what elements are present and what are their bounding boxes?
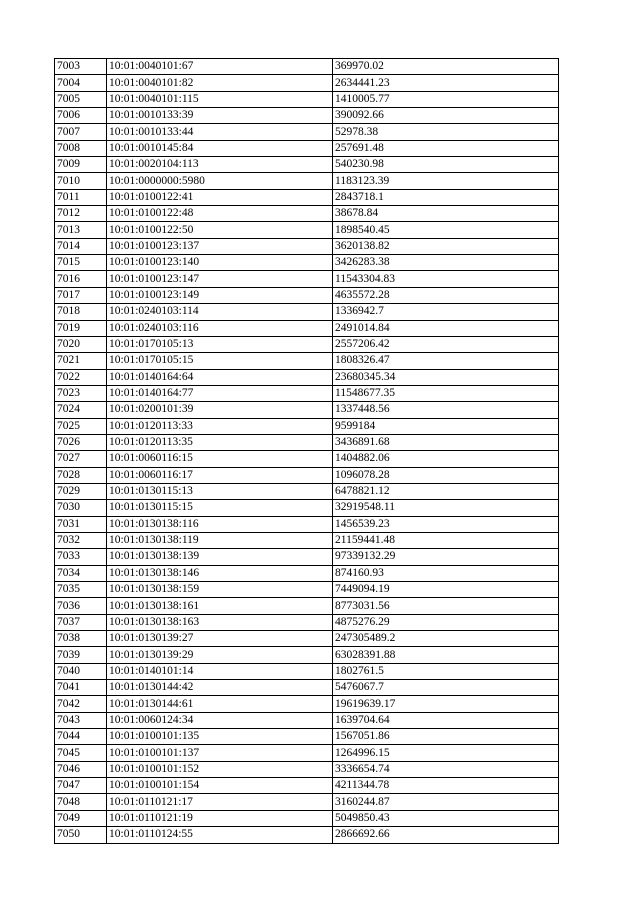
cadastral-number-cell: 10:01:0130138:161: [107, 598, 333, 614]
value-cell: 38678.84: [333, 206, 559, 222]
value-cell: 5476067.7: [333, 680, 559, 696]
value-cell: 2866692.66: [333, 827, 559, 843]
table-row: [55, 614, 559, 630]
value-cell: 8773031.56: [333, 598, 559, 614]
value-cell: 874160.93: [333, 565, 559, 581]
cadastral-number-cell: 10:01:0110121:17: [107, 794, 333, 810]
cadastral-number-cell: 10:01:0140101:14: [107, 663, 333, 679]
cadastral-number-cell: 10:01:0240103:114: [107, 304, 333, 320]
value-cell: 247305489.2: [333, 631, 559, 647]
cadastral-number-cell: 10:01:0130115:13: [107, 483, 333, 499]
cadastral-number-cell: 10:01:0100123:147: [107, 271, 333, 287]
value-cell: 1337448.56: [333, 402, 559, 418]
value-cell: 7449094.19: [333, 582, 559, 598]
table-body: [55, 59, 559, 844]
value-cell: 3160244.87: [333, 794, 559, 810]
cadastral-number-cell: 10:01:0170105:13: [107, 336, 333, 352]
row-number-cell: 7015: [55, 255, 107, 271]
row-number-cell: 7040: [55, 663, 107, 679]
table-row: [55, 108, 559, 124]
table-row: [55, 451, 559, 467]
row-number-cell: 7007: [55, 124, 107, 140]
value-cell: 6478821.12: [333, 483, 559, 499]
table-row: [55, 745, 559, 761]
value-cell: 3336654.74: [333, 761, 559, 777]
value-cell: 1404882.06: [333, 451, 559, 467]
table-row: [55, 157, 559, 173]
table-row: [55, 124, 559, 140]
table-row: [55, 238, 559, 254]
row-number-cell: 7045: [55, 745, 107, 761]
table-row: [55, 712, 559, 728]
table-row: [55, 222, 559, 238]
cadastral-number-cell: 10:01:0130138:159: [107, 582, 333, 598]
table-row: [55, 434, 559, 450]
value-cell: 11543304.83: [333, 271, 559, 287]
row-number-cell: 7011: [55, 189, 107, 205]
table-row: [55, 206, 559, 222]
cadastral-number-cell: 10:01:0100122:50: [107, 222, 333, 238]
row-number-cell: 7018: [55, 304, 107, 320]
value-cell: 1802761.5: [333, 663, 559, 679]
table-row: [55, 729, 559, 745]
row-number-cell: 7006: [55, 108, 107, 124]
row-number-cell: 7034: [55, 565, 107, 581]
cadastral-number-cell: 10:01:0010133:39: [107, 108, 333, 124]
row-number-cell: 7041: [55, 680, 107, 696]
table-row: [55, 336, 559, 352]
cadastral-number-cell: 10:01:0130144:42: [107, 680, 333, 696]
value-cell: 9599184: [333, 418, 559, 434]
cadastral-number-cell: 10:01:0130138:116: [107, 516, 333, 532]
cadastral-number-cell: 10:01:0120113:33: [107, 418, 333, 434]
value-cell: 2491014.84: [333, 320, 559, 336]
value-cell: 1808326.47: [333, 353, 559, 369]
table-row: [55, 663, 559, 679]
table-row: [55, 418, 559, 434]
row-number-cell: 7037: [55, 614, 107, 630]
table-row: [55, 91, 559, 107]
value-cell: 52978.38: [333, 124, 559, 140]
cadastral-number-cell: 10:01:0130115:15: [107, 500, 333, 516]
row-number-cell: 7008: [55, 140, 107, 156]
table-row: [55, 140, 559, 156]
table-row: [55, 761, 559, 777]
table-row: [55, 320, 559, 336]
value-cell: 1898540.45: [333, 222, 559, 238]
row-number-cell: 7016: [55, 271, 107, 287]
cadastral-number-cell: 10:01:0100123:149: [107, 287, 333, 303]
cadastral-number-cell: 10:01:0100122:41: [107, 189, 333, 205]
cadastral-number-cell: 10:01:0120113:35: [107, 434, 333, 450]
row-number-cell: 7044: [55, 729, 107, 745]
cadastral-number-cell: 10:01:0100123:137: [107, 238, 333, 254]
value-cell: 4875276.29: [333, 614, 559, 630]
row-number-cell: 7032: [55, 532, 107, 548]
row-number-cell: 7028: [55, 467, 107, 483]
row-number-cell: 7003: [55, 59, 107, 75]
table-row: [55, 271, 559, 287]
row-number-cell: 7046: [55, 761, 107, 777]
row-number-cell: 7024: [55, 402, 107, 418]
row-number-cell: 7013: [55, 222, 107, 238]
row-number-cell: 7012: [55, 206, 107, 222]
row-number-cell: 7035: [55, 582, 107, 598]
table-row: [55, 369, 559, 385]
value-cell: 32919548.11: [333, 500, 559, 516]
value-cell: 1639704.64: [333, 712, 559, 728]
table-row: [55, 778, 559, 794]
table-row: [55, 516, 559, 532]
value-cell: 1096078.28: [333, 467, 559, 483]
cadastral-number-cell: 10:01:0040101:115: [107, 91, 333, 107]
table-row: [55, 59, 559, 75]
row-number-cell: 7050: [55, 827, 107, 843]
row-number-cell: 7026: [55, 434, 107, 450]
value-cell: 1336942.7: [333, 304, 559, 320]
row-number-cell: 7039: [55, 647, 107, 663]
row-number-cell: 7031: [55, 516, 107, 532]
table-row: [55, 810, 559, 826]
value-cell: 21159441.48: [333, 532, 559, 548]
cadastral-number-cell: 10:01:0000000:5980: [107, 173, 333, 189]
row-number-cell: 7043: [55, 712, 107, 728]
value-cell: 3426283.38: [333, 255, 559, 271]
row-number-cell: 7047: [55, 778, 107, 794]
row-number-cell: 7038: [55, 631, 107, 647]
cadastral-number-cell: 10:01:0110124:55: [107, 827, 333, 843]
row-number-cell: 7020: [55, 336, 107, 352]
table-row: [55, 483, 559, 499]
cadastral-number-cell: 10:01:0060116:17: [107, 467, 333, 483]
row-number-cell: 7030: [55, 500, 107, 516]
cadastral-number-cell: 10:01:0110121:19: [107, 810, 333, 826]
value-cell: 1183123.39: [333, 173, 559, 189]
table-row: [55, 696, 559, 712]
cadastral-number-cell: 10:01:0060124:34: [107, 712, 333, 728]
value-cell: 4211344.78: [333, 778, 559, 794]
value-cell: 1410005.77: [333, 91, 559, 107]
cadastral-number-cell: 10:01:0010133:44: [107, 124, 333, 140]
table-row: [55, 631, 559, 647]
cadastral-number-cell: 10:01:0040101:82: [107, 75, 333, 91]
value-cell: 369970.02: [333, 59, 559, 75]
value-cell: 5049850.43: [333, 810, 559, 826]
value-cell: 97339132.29: [333, 549, 559, 565]
row-number-cell: 7049: [55, 810, 107, 826]
value-cell: 3436891.68: [333, 434, 559, 450]
row-number-cell: 7004: [55, 75, 107, 91]
value-cell: 4635572.28: [333, 287, 559, 303]
value-cell: 1264996.15: [333, 745, 559, 761]
row-number-cell: 7048: [55, 794, 107, 810]
table-row: [55, 353, 559, 369]
cadastral-number-cell: 10:01:0020104:113: [107, 157, 333, 173]
value-cell: 23680345.34: [333, 369, 559, 385]
value-cell: 19619639.17: [333, 696, 559, 712]
row-number-cell: 7017: [55, 287, 107, 303]
row-number-cell: 7021: [55, 353, 107, 369]
value-cell: 257691.48: [333, 140, 559, 156]
row-number-cell: 7009: [55, 157, 107, 173]
cadastral-number-cell: 10:01:0140164:64: [107, 369, 333, 385]
table-row: [55, 582, 559, 598]
cadastral-number-cell: 10:01:0130138:163: [107, 614, 333, 630]
table-row: [55, 598, 559, 614]
table-row: [55, 189, 559, 205]
cadastral-number-cell: 10:01:0130144:61: [107, 696, 333, 712]
cadastral-number-cell: 10:01:0100101:152: [107, 761, 333, 777]
value-cell: 3620138.82: [333, 238, 559, 254]
value-cell: 1567051.86: [333, 729, 559, 745]
value-cell: 63028391.88: [333, 647, 559, 663]
table-row: [55, 255, 559, 271]
table-row: [55, 173, 559, 189]
table-row: [55, 467, 559, 483]
table-row: [55, 402, 559, 418]
row-number-cell: 7036: [55, 598, 107, 614]
table-row: [55, 287, 559, 303]
cadastral-number-cell: 10:01:0240103:116: [107, 320, 333, 336]
cadastral-number-cell: 10:01:0130138:146: [107, 565, 333, 581]
cadastral-number-cell: 10:01:0100101:137: [107, 745, 333, 761]
value-cell: 390092.66: [333, 108, 559, 124]
cadastral-number-cell: 10:01:0130138:119: [107, 532, 333, 548]
row-number-cell: 7014: [55, 238, 107, 254]
value-cell: 11548677.35: [333, 385, 559, 401]
cadastral-number-cell: 10:01:0130138:139: [107, 549, 333, 565]
row-number-cell: 7033: [55, 549, 107, 565]
cadastral-number-cell: 10:01:0170105:15: [107, 353, 333, 369]
value-cell: 2557206.42: [333, 336, 559, 352]
row-number-cell: 7022: [55, 369, 107, 385]
cadastral-number-cell: 10:01:0040101:67: [107, 59, 333, 75]
cadastral-number-cell: 10:01:0130139:29: [107, 647, 333, 663]
table-row: [55, 75, 559, 91]
value-cell: 1456539.23: [333, 516, 559, 532]
cadastral-number-cell: 10:01:0100123:140: [107, 255, 333, 271]
table-row: [55, 680, 559, 696]
table-row: [55, 565, 559, 581]
table-row: [55, 794, 559, 810]
row-number-cell: 7023: [55, 385, 107, 401]
table-row: [55, 304, 559, 320]
cadastral-number-cell: 10:01:0130139:27: [107, 631, 333, 647]
row-number-cell: 7019: [55, 320, 107, 336]
row-number-cell: 7029: [55, 483, 107, 499]
cadastral-number-cell: 10:01:0060116:15: [107, 451, 333, 467]
value-cell: 2843718.1: [333, 189, 559, 205]
cadastral-number-cell: 10:01:0100101:154: [107, 778, 333, 794]
cadastral-number-cell: 10:01:0200101:39: [107, 402, 333, 418]
cadastral-number-cell: 10:01:0140164:77: [107, 385, 333, 401]
data-table: [54, 58, 559, 844]
table-row: [55, 385, 559, 401]
row-number-cell: 7005: [55, 91, 107, 107]
table-row: [55, 500, 559, 516]
cadastral-number-cell: 10:01:0100101:135: [107, 729, 333, 745]
table-row: [55, 827, 559, 843]
row-number-cell: 7025: [55, 418, 107, 434]
value-cell: 540230.98: [333, 157, 559, 173]
value-cell: 2634441.23: [333, 75, 559, 91]
row-number-cell: 7042: [55, 696, 107, 712]
table-row: [55, 549, 559, 565]
table-row: [55, 532, 559, 548]
cadastral-number-cell: 10:01:0100122:48: [107, 206, 333, 222]
cadastral-number-cell: 10:01:0010145:84: [107, 140, 333, 156]
table-row: [55, 647, 559, 663]
row-number-cell: 7010: [55, 173, 107, 189]
row-number-cell: 7027: [55, 451, 107, 467]
